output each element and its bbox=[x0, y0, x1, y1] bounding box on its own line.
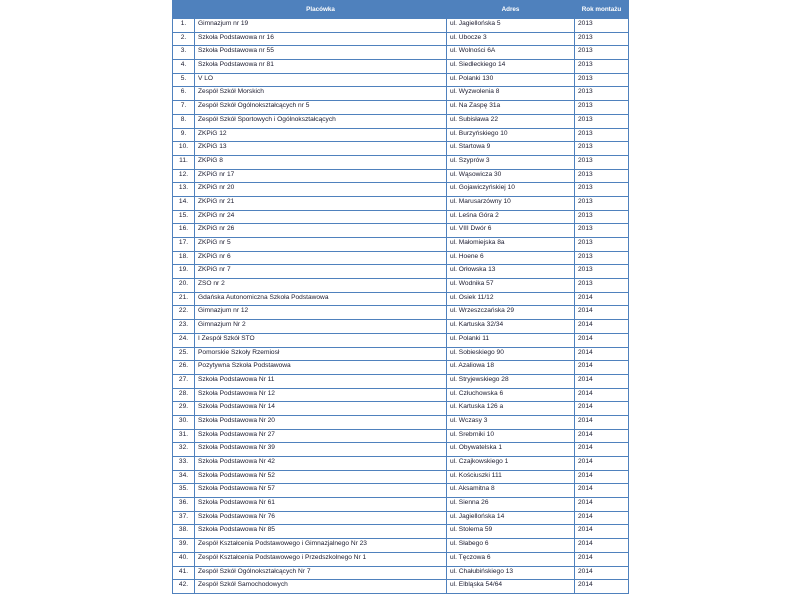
facility-address: ul. Obywatelska 1 bbox=[447, 443, 575, 457]
row-number: 4. bbox=[173, 60, 195, 74]
installation-year: 2014 bbox=[575, 320, 629, 334]
table-row bbox=[173, 183, 629, 197]
row-number: 11. bbox=[173, 155, 195, 169]
table-row bbox=[173, 155, 629, 169]
facility-name: ZKPiG 8 bbox=[195, 155, 447, 169]
facility-name: I Zespół Szkół STO bbox=[195, 333, 447, 347]
facility-name: Szkoła Podstawowa Nr 52 bbox=[195, 470, 447, 484]
row-number: 28. bbox=[173, 388, 195, 402]
table-row bbox=[173, 73, 629, 87]
row-number: 13. bbox=[173, 183, 195, 197]
row-number: 19. bbox=[173, 265, 195, 279]
facility-address: ul. Stolema 59 bbox=[447, 525, 575, 539]
row-number: 10. bbox=[173, 142, 195, 156]
facility-name: Zespół Szkół Ogólnokształcących nr 5 bbox=[195, 101, 447, 115]
facility-name: ZKPiG nr 7 bbox=[195, 265, 447, 279]
row-number: 26. bbox=[173, 361, 195, 375]
facility-address: ul. Polanki 11 bbox=[447, 333, 575, 347]
facility-name: Szkoła Podstawowa Nr 14 bbox=[195, 402, 447, 416]
row-number: 34. bbox=[173, 470, 195, 484]
facility-name: Szkoła Podstawowa Nr 42 bbox=[195, 457, 447, 471]
table-row bbox=[173, 457, 629, 471]
installation-year: 2013 bbox=[575, 224, 629, 238]
facility-address: ul. Kartuska 126 a bbox=[447, 402, 575, 416]
row-number: 3. bbox=[173, 46, 195, 60]
installation-year: 2013 bbox=[575, 19, 629, 33]
row-number: 7. bbox=[173, 101, 195, 115]
facility-address: ul. Stryjewskiego 28 bbox=[447, 374, 575, 388]
table-row bbox=[173, 32, 629, 46]
facility-name: ZKPiG nr 26 bbox=[195, 224, 447, 238]
facility-address: ul. Chałubińskiego 13 bbox=[447, 566, 575, 580]
facility-name: Szkoła Podstawowa Nr 76 bbox=[195, 511, 447, 525]
facility-address: ul. Elbląska 54/64 bbox=[447, 580, 575, 594]
facility-address: ul. Leśna Góra 2 bbox=[447, 210, 575, 224]
facility-name: V LO bbox=[195, 73, 447, 87]
facility-address: ul. Siedleckiego 14 bbox=[447, 60, 575, 74]
row-number: 23. bbox=[173, 320, 195, 334]
installation-year: 2013 bbox=[575, 114, 629, 128]
table-row bbox=[173, 128, 629, 142]
facility-name: Zespół Szkół Morskich bbox=[195, 87, 447, 101]
facility-name: Gimnazjum nr 19 bbox=[195, 19, 447, 33]
facility-address: ul. Wodnika 57 bbox=[447, 279, 575, 293]
facility-name: Szkoła Podstawowa Nr 57 bbox=[195, 484, 447, 498]
facility-name: Pomorskie Szkoły Rzemiosł bbox=[195, 347, 447, 361]
installation-year: 2013 bbox=[575, 32, 629, 46]
header-number bbox=[173, 1, 195, 19]
facility-name: ZKPiG nr 24 bbox=[195, 210, 447, 224]
facility-name: ZKPiG 13 bbox=[195, 142, 447, 156]
facility-name: Gimnazjum nr 12 bbox=[195, 306, 447, 320]
facility-address: ul. Słabego 6 bbox=[447, 539, 575, 553]
installation-year: 2014 bbox=[575, 292, 629, 306]
installation-year: 2014 bbox=[575, 333, 629, 347]
installation-year: 2013 bbox=[575, 73, 629, 87]
facility-name: Gimnazjum Nr 2 bbox=[195, 320, 447, 334]
facility-name: Szkoła Podstawowa Nr 11 bbox=[195, 374, 447, 388]
facility-name: ZSO nr 2 bbox=[195, 279, 447, 293]
facility-address: ul. Startowa 9 bbox=[447, 142, 575, 156]
row-number: 42. bbox=[173, 580, 195, 594]
facility-address: ul. Srebrniki 10 bbox=[447, 429, 575, 443]
table-row bbox=[173, 210, 629, 224]
installation-year: 2014 bbox=[575, 498, 629, 512]
facility-address: ul. Ubocze 3 bbox=[447, 32, 575, 46]
table-row bbox=[173, 46, 629, 60]
facility-address: ul. Jagiellońska 14 bbox=[447, 511, 575, 525]
facility-address: ul. Sobieskiego 90 bbox=[447, 347, 575, 361]
facility-name: ZKPiG nr 5 bbox=[195, 238, 447, 252]
facility-name: Zespół Szkół Samochodowych bbox=[195, 580, 447, 594]
facility-address: ul. Azaliowa 18 bbox=[447, 361, 575, 375]
installation-year: 2013 bbox=[575, 251, 629, 265]
row-number: 41. bbox=[173, 566, 195, 580]
row-number: 32. bbox=[173, 443, 195, 457]
facility-name: Pozytywna Szkoła Podstawowa bbox=[195, 361, 447, 375]
facility-name: Szkoła Podstawowa Nr 85 bbox=[195, 525, 447, 539]
installation-year: 2013 bbox=[575, 210, 629, 224]
installation-year: 2014 bbox=[575, 388, 629, 402]
facility-name: Zespół Kształcenia Podstawowego i Gimnazjalnego Nr 23 bbox=[195, 539, 447, 553]
row-number: 39. bbox=[173, 539, 195, 553]
facility-address: ul. Kartuska 32/34 bbox=[447, 320, 575, 334]
table-body bbox=[173, 19, 629, 594]
row-number: 5. bbox=[173, 73, 195, 87]
row-number: 14. bbox=[173, 196, 195, 210]
table-row bbox=[173, 279, 629, 293]
table-row bbox=[173, 196, 629, 210]
table-row bbox=[173, 320, 629, 334]
row-number: 37. bbox=[173, 511, 195, 525]
facility-name: Zespół Szkół Ogólnokształcących Nr 7 bbox=[195, 566, 447, 580]
facility-name: ZKPiG nr 21 bbox=[195, 196, 447, 210]
table-row bbox=[173, 580, 629, 594]
installation-year: 2013 bbox=[575, 196, 629, 210]
row-number: 18. bbox=[173, 251, 195, 265]
table-row bbox=[173, 443, 629, 457]
header-year: Rok montażu bbox=[575, 1, 629, 19]
row-number: 27. bbox=[173, 374, 195, 388]
facility-address: ul. Wąsowicza 30 bbox=[447, 169, 575, 183]
table-row bbox=[173, 142, 629, 156]
row-number: 38. bbox=[173, 525, 195, 539]
table-row bbox=[173, 511, 629, 525]
facility-name: ZKPiG 12 bbox=[195, 128, 447, 142]
facility-address: ul. Jagiellońska 5 bbox=[447, 19, 575, 33]
row-number: 6. bbox=[173, 87, 195, 101]
installation-year: 2014 bbox=[575, 429, 629, 443]
table-row bbox=[173, 361, 629, 375]
installation-year: 2013 bbox=[575, 279, 629, 293]
facility-name: Szkoła Podstawowa nr 16 bbox=[195, 32, 447, 46]
row-number: 24. bbox=[173, 333, 195, 347]
installations-table bbox=[172, 0, 629, 594]
facility-address: ul. Tęczowa 6 bbox=[447, 552, 575, 566]
installation-year: 2014 bbox=[575, 402, 629, 416]
table-row bbox=[173, 552, 629, 566]
installation-year: 2013 bbox=[575, 169, 629, 183]
facility-name: Szkoła Podstawowa nr 55 bbox=[195, 46, 447, 60]
row-number: 30. bbox=[173, 415, 195, 429]
table-row bbox=[173, 265, 629, 279]
table-row bbox=[173, 169, 629, 183]
row-number: 25. bbox=[173, 347, 195, 361]
installation-year: 2014 bbox=[575, 306, 629, 320]
row-number: 33. bbox=[173, 457, 195, 471]
installation-year: 2013 bbox=[575, 101, 629, 115]
row-number: 15. bbox=[173, 210, 195, 224]
facility-address: ul. VIII Dwór 6 bbox=[447, 224, 575, 238]
installation-year: 2013 bbox=[575, 87, 629, 101]
installation-year: 2014 bbox=[575, 539, 629, 553]
facility-address: ul. Orłowska 13 bbox=[447, 265, 575, 279]
facility-name: Szkoła Podstawowa Nr 27 bbox=[195, 429, 447, 443]
installation-year: 2014 bbox=[575, 552, 629, 566]
facility-name: Zespół Szkół Sportowych i Ogólnokształcących bbox=[195, 114, 447, 128]
installation-year: 2014 bbox=[575, 374, 629, 388]
table-row bbox=[173, 101, 629, 115]
row-number: 20. bbox=[173, 279, 195, 293]
row-number: 8. bbox=[173, 114, 195, 128]
row-number: 22. bbox=[173, 306, 195, 320]
header-address: Adres bbox=[447, 1, 575, 19]
table-row bbox=[173, 429, 629, 443]
table-row bbox=[173, 566, 629, 580]
row-number: 29. bbox=[173, 402, 195, 416]
table-row bbox=[173, 539, 629, 553]
facility-name: ZKPiG nr 17 bbox=[195, 169, 447, 183]
installation-year: 2013 bbox=[575, 46, 629, 60]
row-number: 12. bbox=[173, 169, 195, 183]
facility-name: Szkoła Podstawowa Nr 61 bbox=[195, 498, 447, 512]
facility-address: ul. Czajkowskiego 1 bbox=[447, 457, 575, 471]
facility-address: ul. Człuchowska 6 bbox=[447, 388, 575, 402]
facility-name: Szkoła Podstawowa Nr 20 bbox=[195, 415, 447, 429]
table-row bbox=[173, 498, 629, 512]
facility-address: ul. Polanki 130 bbox=[447, 73, 575, 87]
row-number: 1. bbox=[173, 19, 195, 33]
row-number: 2. bbox=[173, 32, 195, 46]
table-header-row bbox=[173, 1, 629, 19]
installation-year: 2013 bbox=[575, 128, 629, 142]
table-row bbox=[173, 306, 629, 320]
facility-address: ul. Sienna 26 bbox=[447, 498, 575, 512]
facility-address: ul. Wyzwolenia 8 bbox=[447, 87, 575, 101]
facility-name: ZKPiG nr 6 bbox=[195, 251, 447, 265]
table-row bbox=[173, 60, 629, 74]
installation-year: 2014 bbox=[575, 347, 629, 361]
installation-year: 2014 bbox=[575, 457, 629, 471]
facility-address: ul. Wolności 6A bbox=[447, 46, 575, 60]
installation-year: 2014 bbox=[575, 415, 629, 429]
installation-year: 2014 bbox=[575, 525, 629, 539]
facility-address: ul. Małomiejska 8a bbox=[447, 238, 575, 252]
facility-address: ul. Subisława 22 bbox=[447, 114, 575, 128]
installation-year: 2014 bbox=[575, 443, 629, 457]
facility-name: Szkoła Podstawowa Nr 39 bbox=[195, 443, 447, 457]
facility-address: ul. Kościuszki 111 bbox=[447, 470, 575, 484]
table-row bbox=[173, 251, 629, 265]
installation-year: 2013 bbox=[575, 265, 629, 279]
table-row bbox=[173, 415, 629, 429]
document-page bbox=[172, 0, 628, 594]
table-row bbox=[173, 388, 629, 402]
row-number: 40. bbox=[173, 552, 195, 566]
row-number: 35. bbox=[173, 484, 195, 498]
row-number: 9. bbox=[173, 128, 195, 142]
row-number: 16. bbox=[173, 224, 195, 238]
header-facility: Placówka bbox=[195, 1, 447, 19]
row-number: 17. bbox=[173, 238, 195, 252]
facility-address: ul. Marusarzówny 10 bbox=[447, 196, 575, 210]
facility-name: Szkoła Podstawowa nr 81 bbox=[195, 60, 447, 74]
table-row bbox=[173, 402, 629, 416]
installation-year: 2013 bbox=[575, 142, 629, 156]
row-number: 36. bbox=[173, 498, 195, 512]
facility-name: ZKPiG nr 20 bbox=[195, 183, 447, 197]
facility-address: ul. Gojawiczyńskiej 10 bbox=[447, 183, 575, 197]
installation-year: 2014 bbox=[575, 566, 629, 580]
table-row bbox=[173, 347, 629, 361]
facility-address: ul. Hoene 6 bbox=[447, 251, 575, 265]
installation-year: 2014 bbox=[575, 484, 629, 498]
installation-year: 2013 bbox=[575, 155, 629, 169]
table-row bbox=[173, 114, 629, 128]
facility-address: ul. Na Zaspę 31a bbox=[447, 101, 575, 115]
table-row bbox=[173, 87, 629, 101]
installation-year: 2014 bbox=[575, 511, 629, 525]
facility-name: Zespół Kształcenia Podstawowego i Przedszkolnego Nr 1 bbox=[195, 552, 447, 566]
table-row bbox=[173, 19, 629, 33]
installation-year: 2013 bbox=[575, 238, 629, 252]
installation-year: 2013 bbox=[575, 183, 629, 197]
table-row bbox=[173, 374, 629, 388]
facility-name: Gdańska Autonomiczna Szkoła Podstawowa bbox=[195, 292, 447, 306]
facility-address: ul. Osiek 11/12 bbox=[447, 292, 575, 306]
installation-year: 2014 bbox=[575, 580, 629, 594]
table-row bbox=[173, 333, 629, 347]
table-row bbox=[173, 224, 629, 238]
installation-year: 2014 bbox=[575, 470, 629, 484]
row-number: 31. bbox=[173, 429, 195, 443]
table-row bbox=[173, 525, 629, 539]
table-row bbox=[173, 484, 629, 498]
facility-address: ul. Szyprów 3 bbox=[447, 155, 575, 169]
installation-year: 2014 bbox=[575, 361, 629, 375]
table-row bbox=[173, 292, 629, 306]
installation-year: 2013 bbox=[575, 60, 629, 74]
facility-address: ul. Wrzeszczańska 29 bbox=[447, 306, 575, 320]
facility-name: Szkoła Podstawowa Nr 12 bbox=[195, 388, 447, 402]
facility-address: ul. Aksamitna 8 bbox=[447, 484, 575, 498]
facility-address: ul. Burzyńskiego 10 bbox=[447, 128, 575, 142]
facility-address: ul. Wczasy 3 bbox=[447, 415, 575, 429]
row-number: 21. bbox=[173, 292, 195, 306]
table-row bbox=[173, 238, 629, 252]
table-row bbox=[173, 470, 629, 484]
